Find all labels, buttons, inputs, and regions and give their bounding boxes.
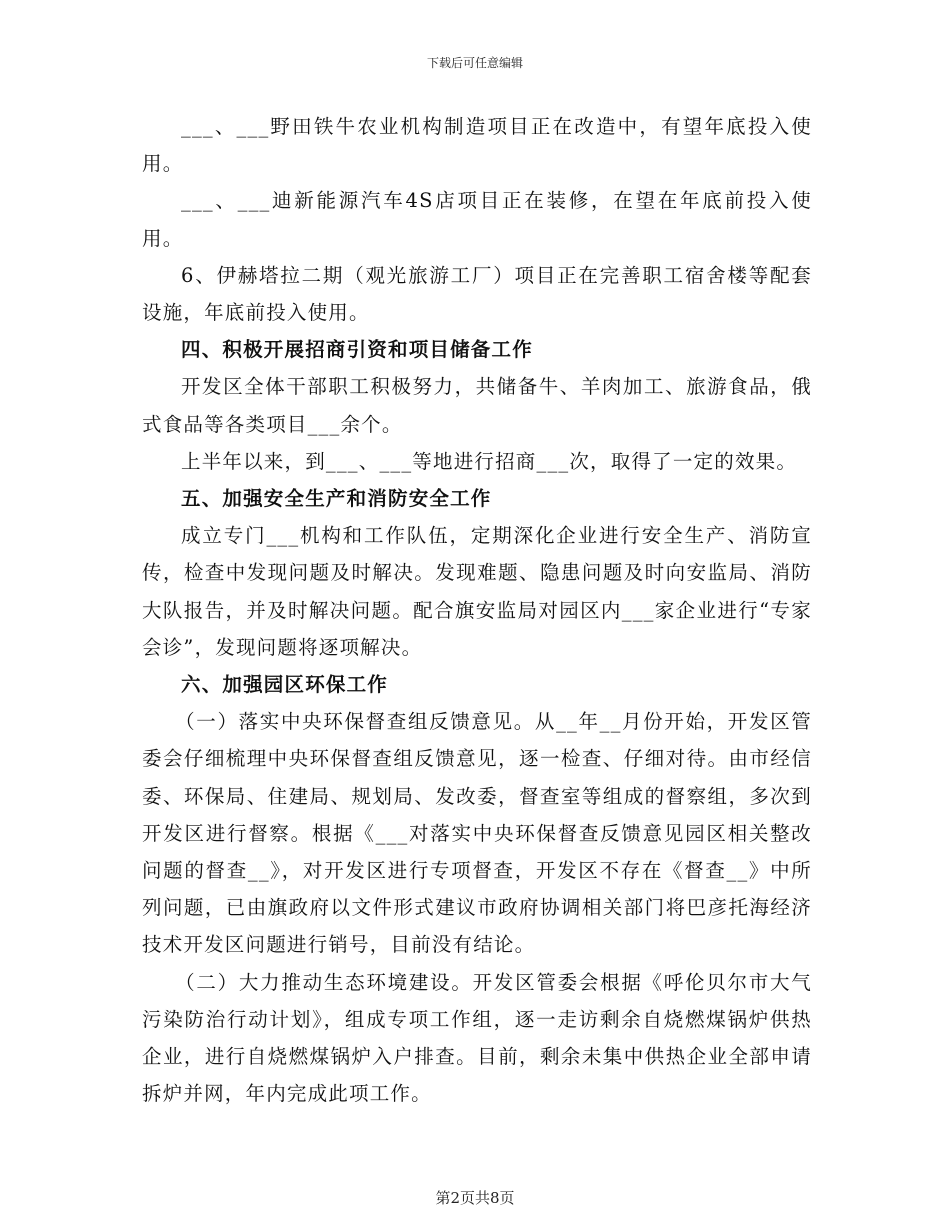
page-footer: 第2页共8页	[435, 1189, 515, 1207]
paragraph: （二）大力推动生态环境建设。开发区管委会根据《呼伦贝尔市大气污染防治行动计划》，组成专项工作组，逐一走访剩余自烧燃煤锅炉供热企业，进行自烧燃煤锅炉入户排查。目前，剩余未集中供热企业全部申请拆炉并网，年内完成此项工作。	[142, 970, 812, 1106]
page-header: 下载后可任意编辑	[426, 56, 523, 70]
paragraph: 成立专门___机构和工作队伍，定期深化企业进行安全生产、消防宣传，检查中发现问题及时解决。发现难题、隐患问题及时向安监局、消防大队报告，并及时解决问题。配合旗安监局对园区内___家企业进行“专家会诊”，发现问题将逐项解决。	[142, 524, 812, 659]
document-body	[142, 108, 812, 1112]
section-heading: 四、积极开展招商引资和项目储备工作	[181, 338, 533, 362]
paragraph: ___、___野田铁牛农业机构制造项目正在改造中，有望年底投入使用。	[142, 115, 812, 176]
paragraph: （一）落实中央环保督查组反馈意见。从__年__月份开始，开发区管委会仔细梳理中央环保督查组反馈意见，逐一检查、仔细对待。由市经信委、环保局、住建局、规划局、发改委，督查室等组成的督察组，多次到开发区进行督察。根据《___对落实中央环保督查反馈意见园区相关整改问题的督查__》，对开发区进行专项督查，开发区不存在《督查__》中所列问题，已由旗政府以文件形式建议市政府协调相关部门将巴彦托海经济技术开发区问题进行销号，目前没有结论。	[142, 710, 812, 957]
paragraph: 6、伊赫塔拉二期（观光旅游工厂）项目正在完善职工宿舍楼等配套设施，年底前投入使用。	[142, 263, 812, 325]
paragraph: 开发区全体干部职工积极努力，共储备牛、羊肉加工、旅游食品，俄式食品等各类项目___余个。	[142, 375, 812, 436]
section-heading: 六、加强园区环保工作	[181, 673, 389, 697]
section-heading: 五、加强安全生产和消防安全工作	[181, 487, 492, 511]
paragraph: ___、___迪新能源汽车4S店项目正在装修，在望在年底前投入使用。	[142, 189, 812, 250]
paragraph: 上半年以来，到___、___等地进行招商___次，取得了一定的效果。	[181, 449, 798, 473]
